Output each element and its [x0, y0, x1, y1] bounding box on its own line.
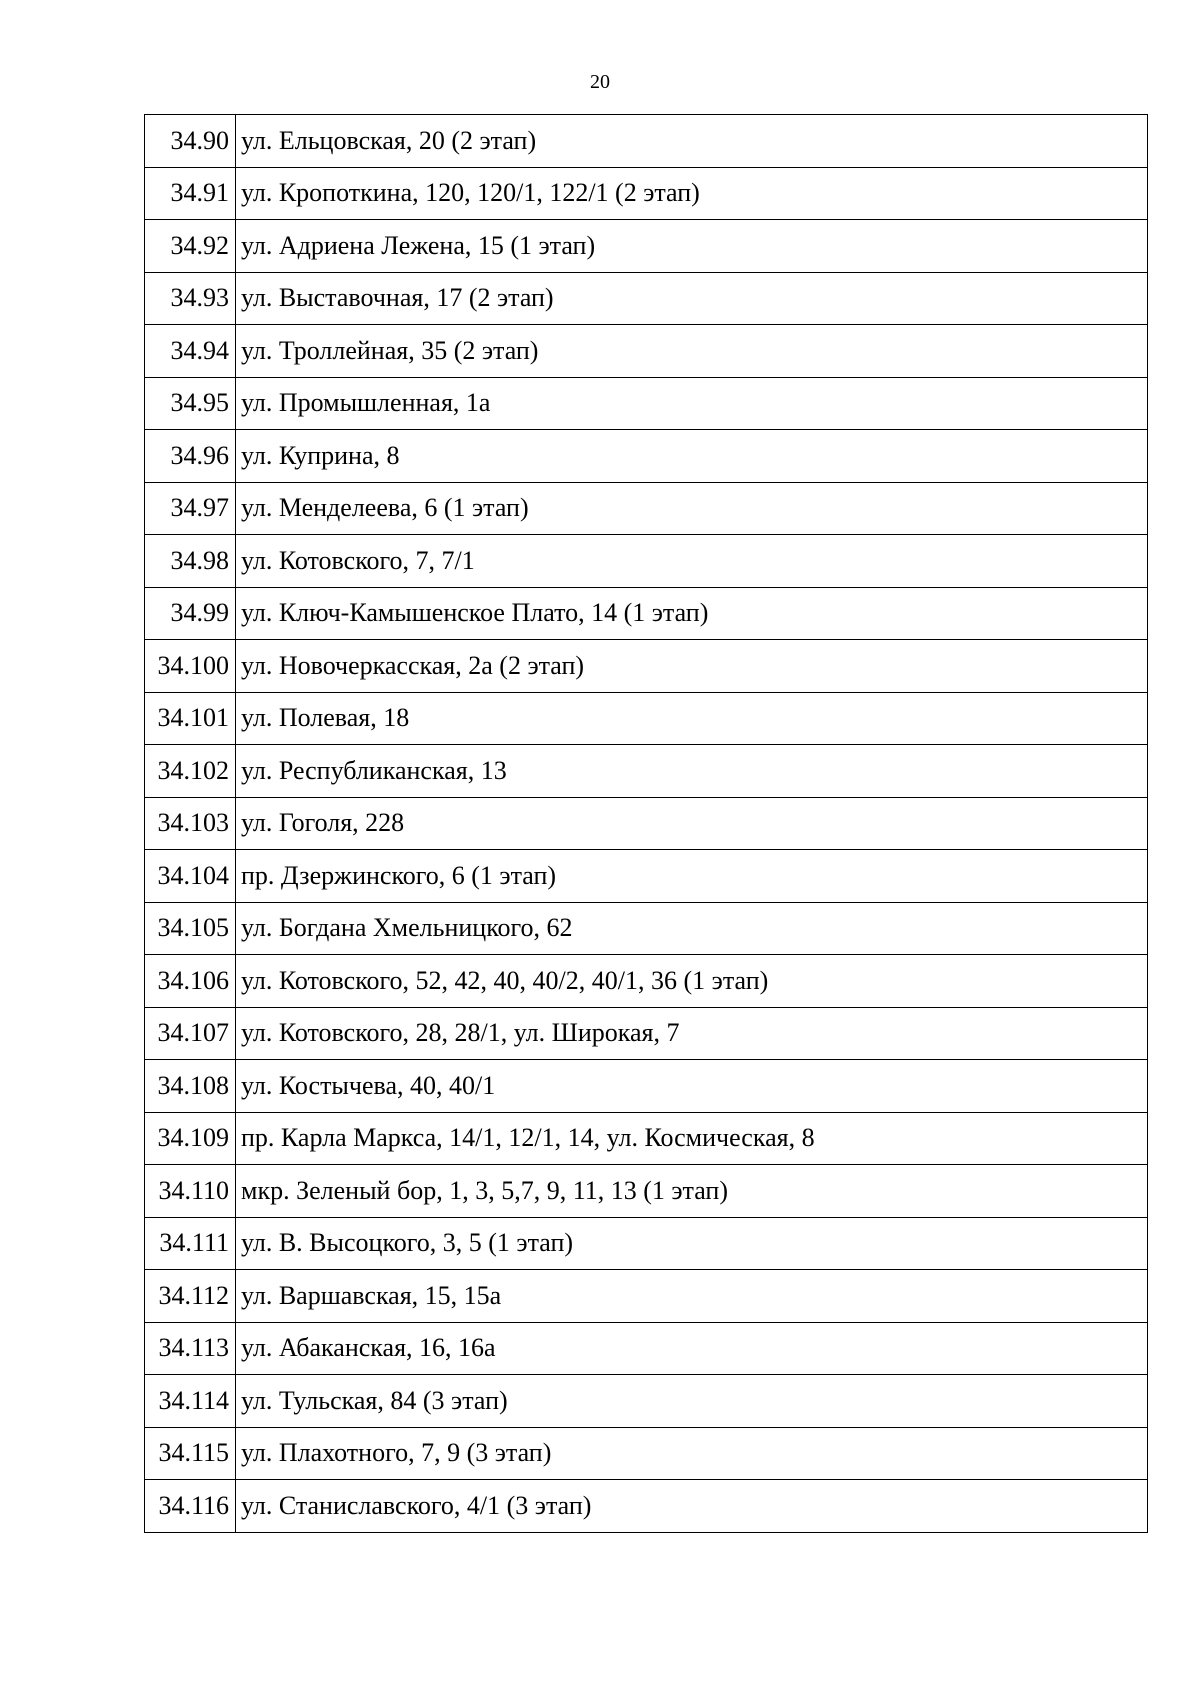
- row-address: ул. Котовского, 52, 42, 40, 40/2, 40/1, 36 (1 этап): [236, 955, 1148, 1008]
- row-address: ул. Костычева, 40, 40/1: [236, 1060, 1148, 1113]
- row-number: 34.107: [145, 1007, 236, 1060]
- row-number: 34.108: [145, 1060, 236, 1113]
- table-row: [145, 535, 1148, 588]
- row-number: 34.109: [145, 1112, 236, 1165]
- table-row: [145, 797, 1148, 850]
- row-number: 34.95: [145, 377, 236, 430]
- table-row: [145, 325, 1148, 378]
- row-address: ул. Выставочная, 17 (2 этап): [236, 272, 1148, 325]
- address-table-body: [145, 115, 1148, 1533]
- row-number: 34.101: [145, 692, 236, 745]
- table-row: [145, 850, 1148, 903]
- row-address: ул. Адриена Лежена, 15 (1 этап): [236, 220, 1148, 273]
- row-address: ул. Станиславского, 4/1 (3 этап): [236, 1480, 1148, 1533]
- row-address: ул. Троллейная, 35 (2 этап): [236, 325, 1148, 378]
- table-row: [145, 1480, 1148, 1533]
- table-row: [145, 1375, 1148, 1428]
- row-address: ул. Республиканская, 13: [236, 745, 1148, 798]
- row-number: 34.103: [145, 797, 236, 850]
- row-number: 34.97: [145, 482, 236, 535]
- table-row: [145, 640, 1148, 693]
- row-number: 34.110: [145, 1165, 236, 1218]
- row-number: 34.98: [145, 535, 236, 588]
- row-address: ул. Богдана Хмельницкого, 62: [236, 902, 1148, 955]
- row-address: ул. Новочеркасская, 2а (2 этап): [236, 640, 1148, 693]
- row-number: 34.114: [145, 1375, 236, 1428]
- row-address: ул. Ключ-Камышенское Плато, 14 (1 этап): [236, 587, 1148, 640]
- row-address: ул. Промышленная, 1а: [236, 377, 1148, 430]
- table-row: [145, 587, 1148, 640]
- row-address: ул. Ельцовская, 20 (2 этап): [236, 115, 1148, 168]
- row-number: 34.90: [145, 115, 236, 168]
- table-row: [145, 1270, 1148, 1323]
- table-row: [145, 1322, 1148, 1375]
- row-number: 34.106: [145, 955, 236, 1008]
- row-address: пр. Дзержинского, 6 (1 этап): [236, 850, 1148, 903]
- table-row: [145, 482, 1148, 535]
- row-address: ул. Менделеева, 6 (1 этап): [236, 482, 1148, 535]
- row-number: 34.93: [145, 272, 236, 325]
- row-address: ул. Полевая, 18: [236, 692, 1148, 745]
- table-row: [145, 167, 1148, 220]
- table-row: [145, 1427, 1148, 1480]
- row-number: 34.111: [145, 1217, 236, 1270]
- table-row: [145, 220, 1148, 273]
- row-number: 34.99: [145, 587, 236, 640]
- page-number: 20: [590, 71, 610, 93]
- row-address: ул. Варшавская, 15, 15а: [236, 1270, 1148, 1323]
- row-address: ул. Котовского, 28, 28/1, ул. Широкая, 7: [236, 1007, 1148, 1060]
- row-address: ул. Тульская, 84 (3 этап): [236, 1375, 1148, 1428]
- table-row: [145, 745, 1148, 798]
- table-row: [145, 1217, 1148, 1270]
- row-address: ул. В. Высоцкого, 3, 5 (1 этап): [236, 1217, 1148, 1270]
- row-number: 34.115: [145, 1427, 236, 1480]
- row-number: 34.100: [145, 640, 236, 693]
- row-number: 34.102: [145, 745, 236, 798]
- table-row: [145, 1060, 1148, 1113]
- row-number: 34.104: [145, 850, 236, 903]
- row-number: 34.96: [145, 430, 236, 483]
- row-number: 34.94: [145, 325, 236, 378]
- row-number: 34.112: [145, 1270, 236, 1323]
- row-address: ул. Гоголя, 228: [236, 797, 1148, 850]
- row-address: пр. Карла Маркса, 14/1, 12/1, 14, ул. Космическая, 8: [236, 1112, 1148, 1165]
- table-row: [145, 955, 1148, 1008]
- table-row: [145, 377, 1148, 430]
- row-address: ул. Абаканская, 16, 16а: [236, 1322, 1148, 1375]
- row-address: ул. Кропоткина, 120, 120/1, 122/1 (2 этап): [236, 167, 1148, 220]
- table-row: [145, 692, 1148, 745]
- row-number: 34.91: [145, 167, 236, 220]
- row-number: 34.113: [145, 1322, 236, 1375]
- row-address: ул. Котовского, 7, 7/1: [236, 535, 1148, 588]
- table-row: [145, 1165, 1148, 1218]
- row-number: 34.92: [145, 220, 236, 273]
- row-address: мкр. Зеленый бор, 1, 3, 5,7, 9, 11, 13 (1 этап): [236, 1165, 1148, 1218]
- row-number: 34.116: [145, 1480, 236, 1533]
- address-table: [144, 114, 1148, 1533]
- table-row: [145, 272, 1148, 325]
- table-row: [145, 902, 1148, 955]
- table-row: [145, 1007, 1148, 1060]
- row-address: ул. Плахотного, 7, 9 (3 этап): [236, 1427, 1148, 1480]
- table-row: [145, 430, 1148, 483]
- table-row: [145, 1112, 1148, 1165]
- row-number: 34.105: [145, 902, 236, 955]
- table-row: [145, 115, 1148, 168]
- row-address: ул. Куприна, 8: [236, 430, 1148, 483]
